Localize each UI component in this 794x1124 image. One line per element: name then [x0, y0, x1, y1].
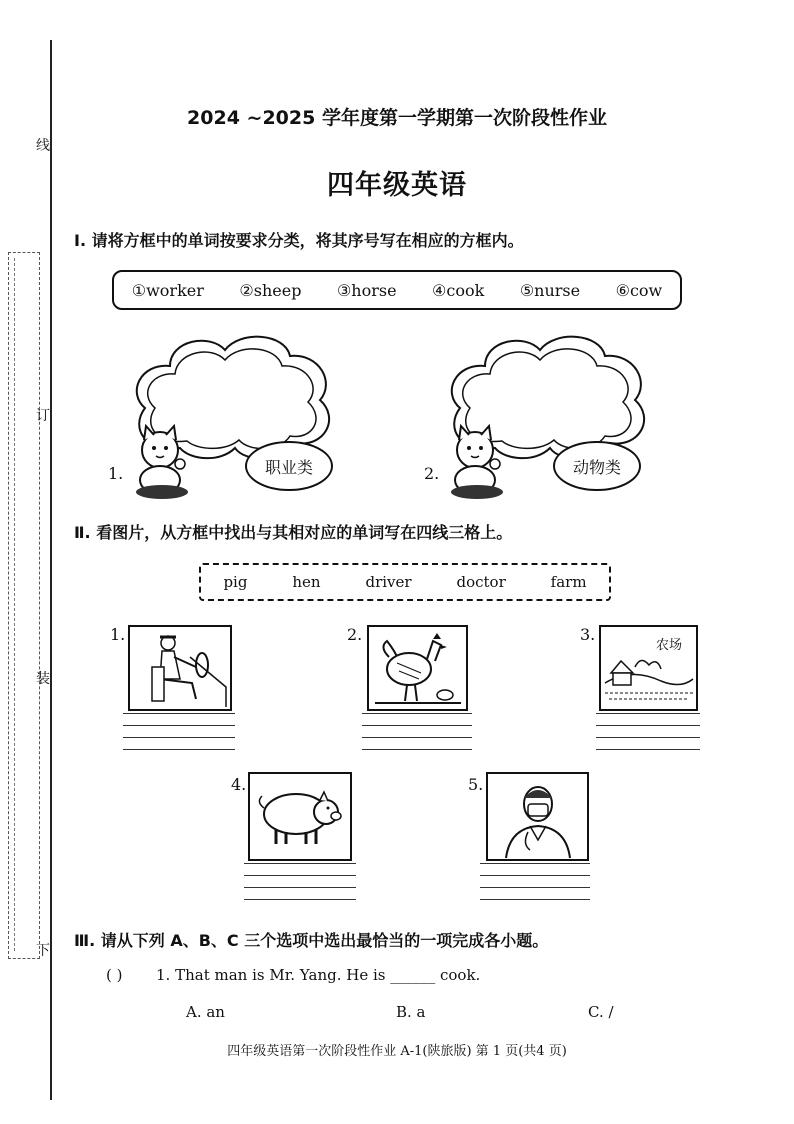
farm-picture [599, 625, 698, 711]
farm-caption: 农场 [656, 638, 683, 653]
section2-heading: Ⅱ. 看图片，从方框中找出与其相对应的单词写在四线三格上。 [74, 523, 513, 542]
word-horse: ③horse [336, 280, 397, 300]
section3-heading: Ⅲ. 请从下列 A、B、C 三个选项中选出最恰当的一项完成各小题。 [74, 931, 549, 950]
word-hen: hen [292, 573, 321, 591]
word-sheep: ②sheep [239, 280, 302, 300]
hen-picture [367, 625, 468, 711]
word-driver: driver [365, 573, 412, 591]
word-worker: ①worker [131, 280, 204, 300]
q1-answer-bracket[interactable]: ( ) [106, 966, 123, 984]
item5-number: 5. [468, 775, 484, 794]
binding-char-xian: 线 [36, 138, 50, 154]
writing-lines-5[interactable] [480, 863, 590, 911]
binding-char-xia: 下 [36, 943, 50, 959]
page-title: 2024 ~2025 学年度第一学期第一次阶段性作业 [187, 107, 607, 129]
cat-mascot-icon [445, 420, 515, 500]
group1-number: 1. [108, 464, 124, 483]
cat-mascot-icon [130, 420, 200, 500]
word-pig: pig [223, 573, 248, 591]
writing-lines-1[interactable] [123, 713, 235, 761]
driver-picture [128, 625, 232, 711]
q1-option-c[interactable]: C. / [588, 1003, 614, 1021]
page-footer: 四年级英语第一次阶段性作业 A-1(陕旅版) 第 1 页(共4 页) [227, 1044, 567, 1059]
section2-word-box [199, 563, 611, 601]
word-farm: farm [550, 573, 587, 591]
group2-number: 2. [424, 464, 440, 483]
word-cook: ④cook [432, 280, 485, 300]
word-doctor: doctor [456, 573, 506, 591]
item1-number: 1. [110, 625, 126, 644]
section1-heading: Ⅰ. 请将方框中的单词按要求分类，将其序号写在相应的方框内。 [74, 231, 524, 250]
writing-lines-2[interactable] [362, 713, 472, 761]
binding-char-zhuang: 装 [36, 671, 50, 687]
item3-number: 3. [580, 625, 596, 644]
hen-icon [369, 627, 466, 709]
q1-option-a[interactable]: A. an [186, 1003, 225, 1021]
label-animals: 动物类 [572, 458, 621, 477]
word-nurse: ⑤nurse [519, 280, 581, 300]
pig-picture [248, 772, 352, 861]
binding-char-ding: 订 [36, 408, 50, 424]
word-cow: ⑥cow [615, 280, 663, 300]
doctor-icon [488, 774, 587, 859]
writing-lines-4[interactable] [244, 863, 356, 911]
q1-option-b[interactable]: B. a [396, 1003, 426, 1021]
item4-number: 4. [231, 775, 247, 794]
section1-word-box [112, 270, 682, 310]
item2-number: 2. [347, 625, 363, 644]
doctor-picture [486, 772, 589, 861]
binding-dashed-inner [14, 258, 33, 951]
writing-lines-3[interactable] [596, 713, 700, 761]
pig-icon [250, 774, 350, 859]
label-occupations: 职业类 [264, 458, 313, 477]
q1-text: 1. That man is Mr. Yang. He is ______ cook. [156, 966, 481, 984]
page-subtitle: 四年级英语 [327, 170, 467, 201]
driver-icon [130, 627, 230, 709]
